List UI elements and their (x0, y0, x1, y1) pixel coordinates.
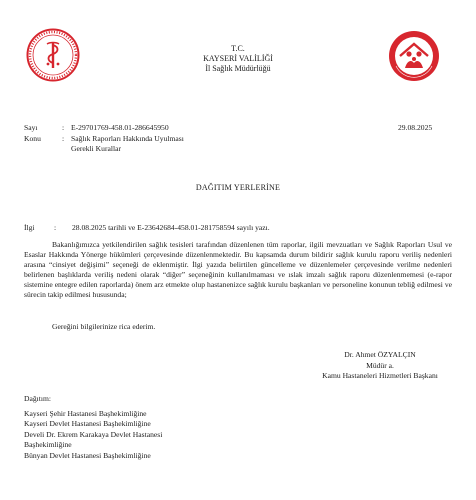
list-item: Kayseri Devlet Hastanesi Başhekimliğine (24, 419, 151, 429)
sayi-colon: : (62, 123, 65, 132)
header-line-tc: T.C. (231, 44, 245, 53)
signature-block (300, 350, 460, 382)
list-item: Kayseri Şehir Hastanesi Başhekimliğine (24, 408, 147, 418)
family-year-logo-icon (386, 28, 442, 84)
list-item: Bünyan Devlet Hastanesi Başhekimliğine (24, 450, 151, 460)
reference-value: 28.08.2025 tarihli ve E-23642684-458.01-281758594 sayılı yazı. (72, 223, 270, 232)
document-date: 29.08.2025 (398, 123, 433, 132)
distribution-title: DAĞITIM YERLERİNE (195, 183, 281, 192)
header-line-directorate: İl Sağlık Müdürlüğü (205, 64, 271, 73)
sayi-label: Sayı (24, 123, 38, 132)
reference-colon: : (54, 223, 57, 232)
letterhead (120, 44, 356, 74)
ministry-of-health-seal-icon (26, 28, 80, 82)
sayi-value: E-29701769-458.01-286645950 (71, 123, 169, 132)
signatory-name: Dr. Ahmet ÖZYALÇIN (344, 350, 416, 359)
reference-label: İlgi (24, 223, 35, 232)
body-paragraph: Bakanlığımızca yetkilendirilen sağlık tesisleri tarafından düzenlenen tüm raporlar, ilgili mevzuatları ve Sağlık Raporları Usul ve Esaslar Hakkında Yönerge hükümleri çerçevesinde düzenlenmektedir. Bu kapsamda durum bildirir sağlık kurulu raporu veriliş nedenleri arasına “cinsiyet değişimi” seçeneği de eklenmiştir. İlgi yazıda belirtilen güncelleme ve düzenlemeler çerçevesinde verilme nedenleri belirlenen başlıklarda veriliş nedeni olarak “diğer” seçeneğinin kullanılmaması ve ıslak imzalı sağlık raporu düzenlenmemesi (e-rapor sistemine entegre edilen raporlarda) önem arz etmekte olup hastanenizce sağlık kurulu başkanları ve personeline konunun tebliğ edilmesi ve sürecin takip edilmesi hususunda; (24, 240, 452, 299)
list-item: Başhekimliğine (24, 440, 72, 450)
header-line-governorship: KAYSERİ VALİLİĞİ (203, 54, 273, 63)
konu-value-line2: Gerekli Kurallar (71, 144, 121, 153)
konu-value-line1: Sağlık Raporları Hakkında Uyulması (71, 134, 184, 143)
konu-colon: : (62, 134, 65, 143)
closing-sentence: Gereğini bilgilerinize rica ederim. (52, 322, 156, 331)
signatory-department: Kamu Hastaneleri Hizmetleri Başkanı (322, 371, 438, 380)
list-item: Develi Dr. Ekrem Karakaya Devlet Hastanesi (24, 429, 163, 439)
signatory-title: Müdür a. (366, 360, 394, 370)
konu-label: Konu (24, 134, 41, 143)
body-text (24, 240, 452, 300)
recipient-list-title: Dağıtım: (24, 394, 51, 403)
recipient-list (24, 394, 162, 462)
